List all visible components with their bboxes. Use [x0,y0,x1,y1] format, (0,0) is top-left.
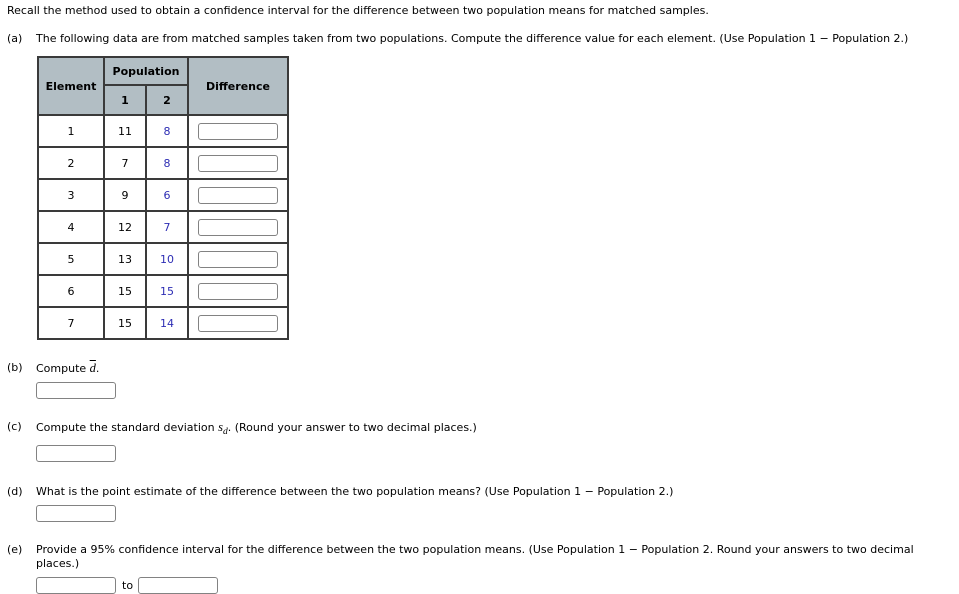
difference-input-7[interactable] [198,315,278,332]
confidence-interval-upper-input[interactable] [138,577,218,594]
difference-cell [188,179,288,211]
confidence-interval-lower-input[interactable] [36,577,116,594]
part-c [7,420,957,462]
population2-cell: 8 [146,115,188,147]
element-cell: 7 [38,307,104,339]
population2-cell: 6 [146,179,188,211]
table-row [38,179,288,211]
element-cell: 2 [38,147,104,179]
difference-cell [188,115,288,147]
part-b [7,361,957,399]
part-a-text: The following data are from matched samples taken from two populations. Compute the difference value for each element. (Use Population 1 − Population 2.) [36,32,909,45]
matched-samples-table [37,56,289,340]
population1-cell: 9 [104,179,146,211]
part-e-answer-row [36,577,957,594]
difference-cell [188,211,288,243]
difference-cell [188,307,288,339]
part-d-answer-row [36,505,957,522]
population1-cell: 15 [104,307,146,339]
difference-cell [188,147,288,179]
element-cell: 6 [38,275,104,307]
part-c-label: (c) [7,420,22,433]
table-row [38,275,288,307]
population1-cell: 7 [104,147,146,179]
element-cell: 3 [38,179,104,211]
part-d-label: (d) [7,485,23,499]
part-d [7,485,957,522]
point-estimate-input[interactable] [36,505,116,522]
population1-cell: 15 [104,275,146,307]
question-intro: Recall the method used to obtain a confidence interval for the difference between two population means for matched samples. [7,4,709,17]
table-header-row-1 [38,57,288,85]
part-d-text: What is the point estimate of the difference between the two population means? (Use Population 1 − Population 2.) [36,485,674,499]
to-label: to [122,579,134,593]
population1-column-header: 1 [104,85,146,115]
population2-column-header: 2 [146,85,188,115]
population1-cell: 11 [104,115,146,147]
part-e-label: (e) [7,543,23,557]
element-cell: 5 [38,243,104,275]
element-cell: 1 [38,115,104,147]
population2-cell: 10 [146,243,188,275]
s-subscript-d: d [223,427,228,438]
element-cell: 4 [38,211,104,243]
population2-cell: 14 [146,307,188,339]
population1-cell: 13 [104,243,146,275]
standard-deviation-input[interactable] [36,445,116,462]
s-symbol: s [218,420,223,434]
difference-cell [188,275,288,307]
table-row [38,211,288,243]
part-c-text-before: Compute the standard deviation [36,421,215,434]
table-row [38,307,288,339]
difference-input-4[interactable] [198,219,278,236]
difference-input-2[interactable] [198,155,278,172]
element-column-header: Element [38,57,104,115]
part-b-text-after: . [95,362,100,375]
difference-input-3[interactable] [198,187,278,204]
population1-cell: 12 [104,211,146,243]
part-b-text [36,361,957,376]
d-bar-symbol: $\overline{d}$ [89,361,96,375]
population-column-header: Population [104,57,188,85]
difference-input-1[interactable] [198,123,278,140]
population2-cell: 8 [146,147,188,179]
table-row [38,243,288,275]
difference-input-5[interactable] [198,251,278,268]
part-e-text: Provide a 95% confidence interval for the difference between the two population means. (Use Population 1 − Population 2. Round your answers to two decimal places.) [36,543,914,571]
part-a-label: (a) [7,32,23,45]
part-c-body [36,420,957,462]
part-d-body [36,485,957,522]
part-c-answer-row [36,445,957,462]
part-a [7,32,957,340]
part-e-body [36,543,957,594]
part-b-text-before: Compute [36,362,87,375]
difference-column-header: Difference [188,57,288,115]
population2-cell: 15 [146,275,188,307]
part-b-label: (b) [7,361,23,374]
difference-cell [188,243,288,275]
part-c-text-after: . (Round your answer to two decimal places.) [227,421,477,434]
part-a-body [36,32,957,340]
part-c-text [36,420,957,439]
part-e [7,543,957,594]
table-row [38,147,288,179]
part-b-answer-row [36,382,957,399]
difference-input-6[interactable] [198,283,278,300]
table-row [38,115,288,147]
part-b-body [36,361,957,399]
population2-cell: 7 [146,211,188,243]
d-bar-input[interactable] [36,382,116,399]
